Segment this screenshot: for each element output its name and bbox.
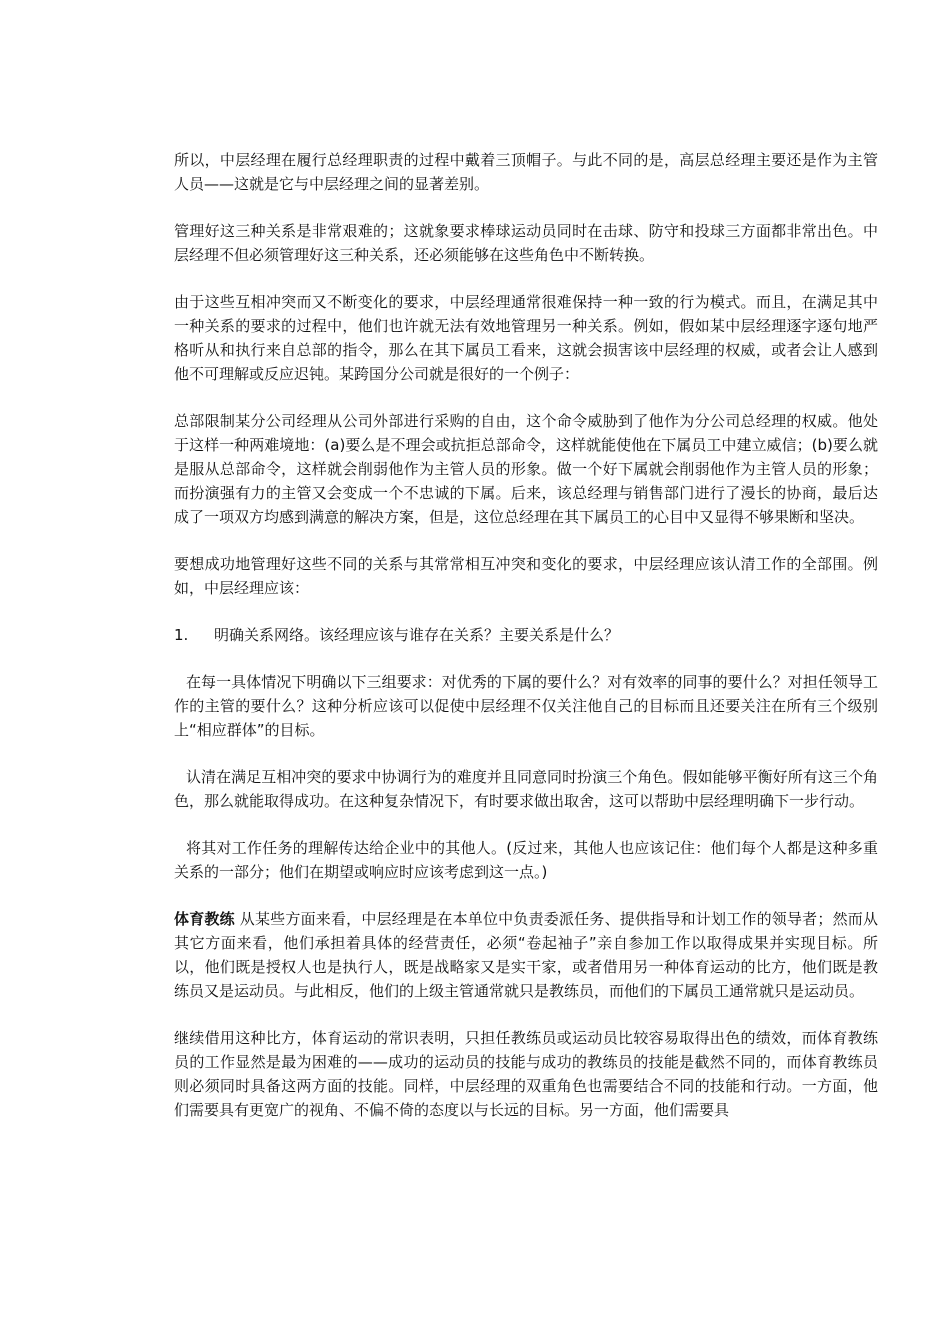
list-item-1 [174,623,878,647]
paragraph-7: 认清在满足互相冲突的要求中协调行为的难度并且同意同时扮演三个角色。假如能够平衡好所有这三个角色，那么就能取得成功。在这种复杂情况下，有时要求做出取舍，这可以帮助中层经理明确下一步行动。 [174,768,878,810]
paragraph-4: 总部限制某分公司经理从公司外部进行采购的自由，这个命令威胁到了他作为分公司总经理的权威。他处于这样一种两难境地：(a)要么是不理会或抗拒总部命令，这样就能使他在下属员工中建立威信；(b)要么就是服从总部命令，这样就会削弱他作为主管人员的形象。做一个好下属就会削弱他作为主管人员的形象；而扮演强有力的主管又会变成一个不忠诚的下属。后来，该总经理与销售部门进行了漫长的协商，最后达成了一项双方均感到满意的解决方案，但是，这位总经理在其下属员工的心目中又显得不够果断和坚决。 [174,412,878,526]
list-number: 1. [174,626,189,644]
paragraph-2: 管理好这三种关系是非常艰难的；这就象要求棒球运动员同时在击球、防守和投球三方面都非常出色。中层经理不但必须管理好这三种关系，还必须能够在这些角色中不断转换。 [174,222,878,264]
paragraph-6: 在每一具体情况下明确以下三组要求：对优秀的下属的要什么？对有效率的同事的要什么？对担任领导工作的主管的要什么？这种分析应该可以促使中层经理不仅关注他自己的目标而且还要关注在所有三个级别上“相应群体”的目标。 [174,673,878,739]
paragraph-9-text: 从某些方面来看，中层经理是在本单位中负责委派任务、提供指导和计划工作的领导者；然而从其它方面来看，他们承担着具体的经营责任，必须“卷起袖子”亲自参加工作以取得成果并实现目标。所以，他们既是授权人也是执行人，既是战略家又是实干家，或者借用另一种体育运动的比方，他们既是教练员又是运动员。与此相反，他们的上级主管通常就只是教练员，而他们的下属员工通常就只是运动员。 [174,910,878,1000]
list-text: 明确关系网络。该经理应该与谁存在关系？主要关系是什么？ [214,626,620,644]
section-lead: 体育教练 [174,910,235,928]
paragraph-3: 由于这些互相冲突而又不断变化的要求，中层经理通常很难保持一种一致的行为模式。而且，在满足其中一种关系的要求的过程中，他们也许就无法有效地管理另一种关系。例如，假如某中层经理逐字逐句地严格听从和执行来自总部的指令，那么在其下属员工看来，这就会损害该中层经理的权威，或者会让人感到他不可理解或反应迟钝。某跨国分公司就是很好的一个例子： [174,293,878,383]
paragraph-9 [174,907,878,1003]
paragraph-10: 继续借用这种比方，体育运动的常识表明，只担任教练员或运动员比较容易取得出色的绩效，而体育教练员的工作显然是最为困难的——成功的运动员的技能与成功的教练员的技能是截然不同的，而体育教练员则必须同时具备这两方面的技能。同样，中层经理的双重角色也需要结合不同的技能和行动。一方面，他们需要具有更宽广的视角、不偏不倚的态度以与长远的目标。另一方面，他们需要具 [174,1029,878,1119]
document-page [174,148,878,1145]
paragraph-1: 所以，中层经理在履行总经理职责的过程中戴着三顶帽子。与此不同的是，高层总经理主要还是作为主管人员——这就是它与中层经理之间的显著差别。 [174,151,878,193]
paragraph-5: 要想成功地管理好这些不同的关系与其常常相互冲突和变化的要求，中层经理应该认清工作的全部围。例如，中层经理应该： [174,555,878,597]
paragraph-8: 将其对工作任务的理解传达给企业中的其他人。(反过来，其他人也应该记住：他们每个人都是这种多重关系的一部分；他们在期望或响应时应该考虑到这一点。) [174,839,878,881]
